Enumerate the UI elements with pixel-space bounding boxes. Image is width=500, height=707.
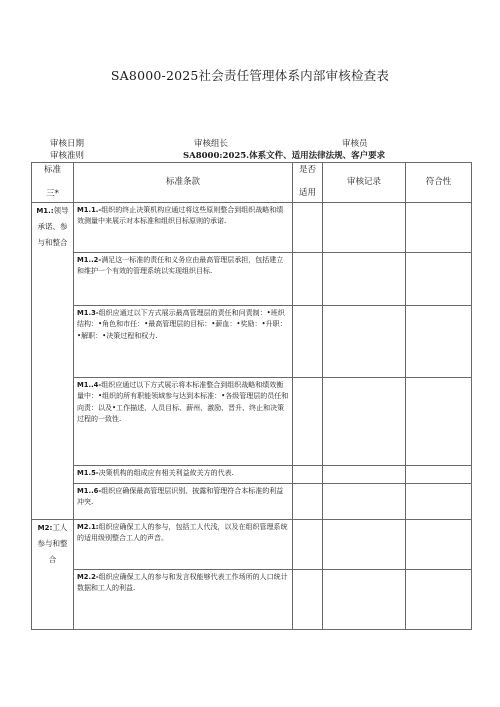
clause-cell [74, 203, 293, 253]
applicable-cell[interactable] [293, 306, 323, 378]
clause-cell [74, 520, 293, 570]
audit-record-cell[interactable] [323, 570, 406, 630]
section-label: 工人 [52, 523, 68, 532]
table-row [32, 484, 472, 520]
header-standard-line1: 标准 [43, 165, 61, 176]
clause-cell [74, 466, 293, 484]
clause-id: M1.3- [77, 309, 99, 317]
clause-text: 组织应确保工人的参与，包括工人代浅，以及在组织管理系统的适用级别整合工人的声音。 [77, 523, 288, 543]
clause-text: 组织应通过以下方式展示将本标准整合到组织战略和绩效衡量中：•组织的所有职能领域参与达到本标准：•各级管理层的员任和向责：以及•工作描述、人员目标、薪州、激励、晋升、终止和决策过程的一致性. [77, 381, 289, 423]
applicable-cell[interactable] [293, 570, 323, 630]
clause-id: M1..4- [77, 381, 102, 389]
table-row [32, 253, 472, 306]
section-label: 合 [48, 555, 57, 565]
auditor-label: 审核员 [342, 139, 368, 149]
conformity-cell[interactable] [406, 253, 472, 306]
page-title: SA8000-2025社会责任管理体系内部审核检查表 [110, 68, 390, 83]
lead-auditor-label: 审核组长 [194, 139, 229, 149]
clause-text: 满足这一标准的责任和义务应由最高管理层承担，包括建立和维护一个有效的管理系统以实现组织目标. [77, 256, 284, 276]
clause-cell [74, 570, 293, 630]
header-applicable [293, 163, 323, 203]
header-audit-record: 审核记录 [323, 163, 406, 203]
table-row [32, 520, 472, 570]
table-row [32, 203, 472, 253]
conformity-cell[interactable] [406, 203, 472, 253]
clause-cell [74, 378, 293, 466]
clause-id: M2.2- [77, 573, 99, 581]
clause-text: 组织应确保最高管理层识别、披露和管理符合本标准的利益冲突. [77, 487, 284, 507]
clause-id: M2.1: [77, 523, 99, 531]
section-label: 领导 [53, 206, 69, 215]
audit-criteria-value: SA8000:2025.体系文件、适用法律法规、客户要求 [183, 151, 386, 161]
audit-criteria-label: 审核准则 [50, 151, 85, 161]
table-row [32, 466, 472, 484]
clause-cell [74, 484, 293, 520]
table-row [32, 306, 472, 378]
section-label: 与和整合 [37, 238, 68, 248]
clause-cell [74, 306, 293, 378]
clause-cell [74, 253, 293, 306]
clause-id: M1.1.- [77, 206, 102, 214]
applicable-cell[interactable] [293, 484, 323, 520]
header-clause: 标准条款 [74, 163, 293, 203]
header-conformity: 符合性 [406, 163, 472, 203]
table-row [32, 570, 472, 630]
audit-checklist-table [31, 162, 472, 630]
clause-text: 组织应确保工人的参与和发言权能够代表工作场所的人口统计数据和工人的利益. [77, 573, 288, 593]
audit-record-cell[interactable] [323, 484, 406, 520]
audit-record-cell[interactable] [323, 520, 406, 570]
section-label: 承诺、参 [37, 222, 68, 232]
section-cell-m2 [32, 520, 74, 630]
conformity-cell[interactable] [406, 306, 472, 378]
clause-id: M1..2- [77, 256, 102, 264]
clause-text: 组织应通过以下方式展示最高管理层的责任和问责制：•班织结构：•角色和市任：•最高管理层的目标：•薪血：•奖励：•升职：•解职：•决策过程和权力. [77, 309, 287, 340]
clause-text: 组织的终止决策机构应通过将这些原则整合到组织战略和绩效测量中来展示对本标准和组织目标原则的承诺. [77, 206, 284, 226]
applicable-cell[interactable] [293, 520, 323, 570]
audit-record-cell[interactable] [323, 203, 406, 253]
applicable-cell[interactable] [293, 466, 323, 484]
header-standard [32, 163, 74, 203]
conformity-cell[interactable] [406, 570, 472, 630]
applicable-cell[interactable] [293, 253, 323, 306]
section-id: M1.: [36, 207, 54, 215]
audit-record-cell[interactable] [323, 378, 406, 466]
conformity-cell[interactable] [406, 520, 472, 570]
audit-date-label: 审核日期 [50, 139, 85, 149]
header-applicable-line1: 是否 [298, 165, 316, 176]
section-id: M2: [37, 524, 53, 532]
table-row [32, 378, 472, 466]
applicable-cell[interactable] [293, 203, 323, 253]
header-applicable-line2: 适用 [298, 188, 316, 198]
conformity-cell[interactable] [406, 484, 472, 520]
applicable-cell[interactable] [293, 378, 323, 466]
clause-id: M1..6- [77, 487, 102, 495]
conformity-cell[interactable] [406, 378, 472, 466]
header-standard-line2: 三* [46, 189, 59, 199]
clause-id: M1.5- [77, 469, 99, 477]
audit-record-cell[interactable] [323, 466, 406, 484]
table-header-row [32, 163, 472, 203]
section-label: 参与和整 [37, 539, 68, 549]
audit-record-cell[interactable] [323, 306, 406, 378]
audit-record-cell[interactable] [323, 253, 406, 306]
clause-text: 决策机构的组成应有相关利益攸关方的代表. [98, 469, 234, 477]
conformity-cell[interactable] [406, 466, 472, 484]
section-cell-m1 [32, 203, 74, 520]
